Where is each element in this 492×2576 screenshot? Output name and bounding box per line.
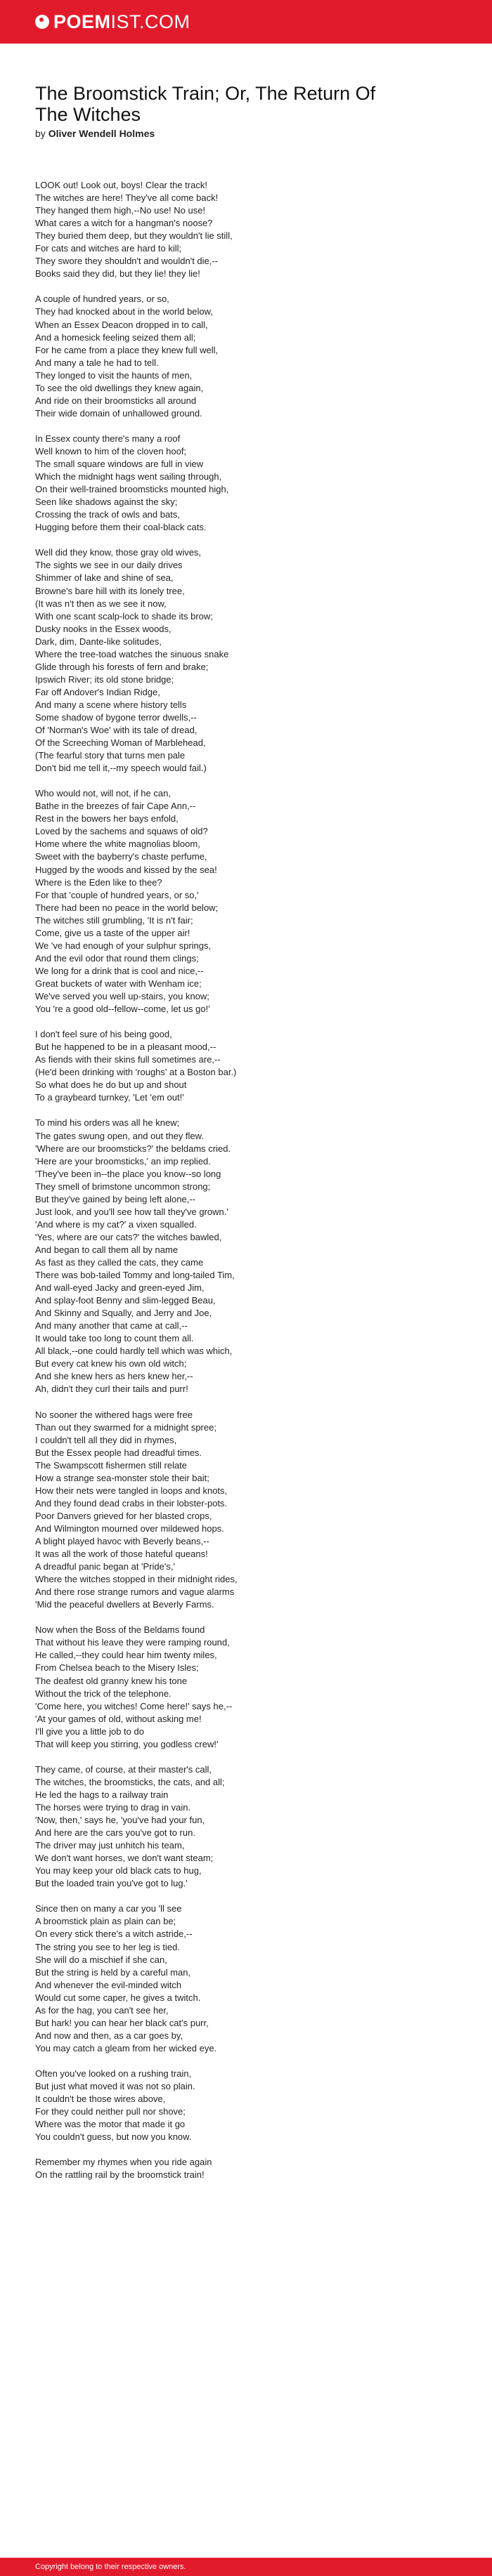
poem-line: He led the hags to a railway train bbox=[35, 1789, 169, 1800]
poem-line: All black,--one could hardly tell which was which, bbox=[35, 1346, 233, 1357]
poem-line: 'At your games of old, without asking me! bbox=[35, 1713, 202, 1724]
poem-line: But the loaded train you've got to lug.' bbox=[35, 1878, 188, 1889]
poem-line: Where the witches stopped in their midnight rides, bbox=[35, 1574, 238, 1585]
poem-line: 'Here are your broomsticks,' an imp replied. bbox=[35, 1155, 211, 1167]
top-bar bbox=[0, 0, 492, 44]
poem-line: How a strange sea-monster stole their bait; bbox=[35, 1472, 209, 1483]
poem-line: You 're a good old--fellow--come, let us go!' bbox=[35, 1004, 210, 1015]
poem-line: Crossing the track of owls and bats, bbox=[35, 509, 180, 520]
poem-line: But just what moved it was not so plain. bbox=[35, 2081, 195, 2092]
poem-line: The horses were trying to drag in vain. bbox=[35, 1802, 191, 1813]
poem-line: For he came from a place they knew full well, bbox=[35, 344, 219, 355]
poem-line: (It was n't then as we see it now, bbox=[35, 598, 167, 609]
poem-line: 'Come here, you witches! Come here!' says he,-- bbox=[35, 1700, 233, 1711]
poem-line: The witches are here! They've all come back! bbox=[35, 192, 219, 204]
poem-line: And Wilmington mourned over mildewed hops. bbox=[35, 1523, 224, 1534]
poem-line: On the rattling rail by the broomstick train! bbox=[35, 2169, 205, 2181]
poem-line: Sweet with the bayberry's chaste perfume, bbox=[35, 851, 207, 862]
poem-line: I don't feel sure of his being good, bbox=[35, 1029, 172, 1040]
poem-line: You may keep your old black cats to hug, bbox=[35, 1865, 202, 1877]
poem-line: Loved by the sachems and squaws of old? bbox=[35, 826, 208, 837]
poem-line: To a graybeard turnkey, 'Let 'em out!' bbox=[35, 1092, 184, 1103]
poem-line: Shimmer of lake and shine of sea, bbox=[35, 572, 174, 584]
poem-line: A couple of hundred years, or so, bbox=[35, 294, 169, 305]
poem-line: Of the Screeching Woman of Marblehead, bbox=[35, 737, 206, 749]
poem-line: We don't want horses, we don't want steam; bbox=[35, 1853, 214, 1864]
poem-stanza bbox=[35, 546, 457, 775]
poem-line: LOOK out! Look out, boys! Clear the track! bbox=[35, 180, 207, 190]
poem-stanza bbox=[35, 1903, 457, 2055]
poem-line: I couldn't tell all they did in rhymes, bbox=[35, 1434, 177, 1445]
poem-line: Since then on many a car you 'll see bbox=[35, 1903, 182, 1914]
poem-line: You couldn't guess, but now you know. bbox=[35, 2131, 192, 2143]
poem-line: Browne's bare hill with its lonely tree, bbox=[35, 585, 185, 596]
poem-line: Home where the white magnolias bloom, bbox=[35, 839, 200, 850]
poem-stanza bbox=[35, 179, 457, 280]
poem-line: Which the midnight hags went sailing through, bbox=[35, 471, 222, 482]
poem-line: They buried them deep, but they wouldn't lie still, bbox=[35, 230, 233, 242]
site-logo-text bbox=[53, 11, 190, 33]
poem-line: But the Essex people had dreadful times. bbox=[35, 1447, 202, 1458]
poem-stanza bbox=[35, 2156, 457, 2181]
poem-line: And many another that came at call,-- bbox=[35, 1320, 188, 1332]
poem-line: We long for a drink that is cool and nice,-- bbox=[35, 965, 204, 976]
poem-line: That will keep you stirring, you godless crew!' bbox=[35, 1738, 219, 1749]
poem-title: The Broomstick Train; Or, The Return Of The Witches bbox=[35, 83, 376, 125]
byline bbox=[35, 128, 457, 139]
author-link[interactable]: Oliver Wendell Holmes bbox=[48, 128, 155, 139]
poem-line: The gates swung open, and out they flew. bbox=[35, 1130, 204, 1141]
poem-line: For cats and witches are hard to kill; bbox=[35, 243, 182, 254]
poem-line: Seen like shadows against the sky; bbox=[35, 497, 178, 508]
poem-line: Would cut some caper, he gives a twitch. bbox=[35, 1992, 201, 2003]
poem-line: She will do a mischief if she can, bbox=[35, 1954, 167, 1965]
poem-line: To see the old dwellings they knew again, bbox=[35, 382, 204, 393]
logo-text-bold: POEM bbox=[53, 11, 111, 32]
poem-line: They swore they shouldn't and wouldn't die,-- bbox=[35, 256, 219, 267]
poem-line: Without the trick of the telephone. bbox=[35, 1688, 171, 1699]
poem-line: And she knew hers as hers knew her,-- bbox=[35, 1371, 193, 1382]
poem-line: Hugged by the woods and kissed by the sea! bbox=[35, 864, 217, 875]
poem-line: It couldn't be those wires above, bbox=[35, 2094, 166, 2105]
poem-line: And whenever the evil-minded witch bbox=[35, 1979, 182, 1990]
poem-line: Of 'Norman's Woe' with its tale of dread, bbox=[35, 725, 198, 736]
poem-line: The witches, the broomsticks, the cats, and all; bbox=[35, 1776, 225, 1787]
poem-line: So what does he do but up and shout bbox=[35, 1079, 187, 1091]
poem-line: Bathe in the breezes of fair Cape Ann,-- bbox=[35, 801, 196, 812]
poem-line: They hanged them high,--No use! No use! bbox=[35, 205, 206, 216]
poem-stanza bbox=[35, 1117, 457, 1395]
poem-line: Well did they know, those gray old wives, bbox=[35, 547, 202, 558]
poemist-logo-icon bbox=[35, 15, 49, 29]
poem-line: Their wide domain of unhallowed ground. bbox=[35, 407, 202, 419]
poem-line: And began to call them all by name bbox=[35, 1244, 179, 1255]
poem-stanza bbox=[35, 787, 457, 1016]
poem-line: And Skinny and Squally, and Jerry and Joe, bbox=[35, 1308, 212, 1319]
poem-line: A dreadful panic began at 'Pride's,' bbox=[35, 1561, 175, 1572]
poem-line: Some shadow of bygone terror dwells,-- bbox=[35, 711, 197, 723]
poem-line: Poor Danvers grieved for her blasted crops, bbox=[35, 1510, 212, 1521]
poem-line: On every stick there's a witch astride,-- bbox=[35, 1928, 193, 1940]
poem-line: 'They've been in--the place you know--so long bbox=[35, 1168, 221, 1179]
poem-line: The deafest old granny knew his tone bbox=[35, 1675, 188, 1686]
poem-line: On their well-trained broomsticks mounted high, bbox=[35, 484, 229, 495]
poem-line: Ah, didn't they curl their tails and purr! bbox=[35, 1384, 188, 1395]
poem-line: And they found dead crabs in their lobster-pots. bbox=[35, 1497, 228, 1509]
poem-line: Rest in the bowers her bays enfold, bbox=[35, 813, 179, 824]
poem-line: What cares a witch for a hangman's noose? bbox=[35, 218, 213, 229]
poem-line: No sooner the withered hags were free bbox=[35, 1409, 193, 1420]
poem-line: But the string is held by a careful man, bbox=[35, 1966, 191, 1978]
poem-line: That without his leave they were ramping round, bbox=[35, 1637, 230, 1648]
poem-line: A blight played havoc with Beverly beans,-- bbox=[35, 1536, 209, 1547]
poem-line: The sights we see in our daily drives bbox=[35, 560, 183, 571]
poem-line: It was all the work of those hateful queans! bbox=[35, 1549, 208, 1560]
poem-line: And now and then, as a car goes by, bbox=[35, 2030, 183, 2041]
poem-line: Than out they swarmed for a midnight spree; bbox=[35, 1421, 216, 1433]
footer-bar bbox=[0, 2558, 492, 2576]
poem-line: The Swampscott fishermen still relate bbox=[35, 1459, 188, 1471]
poem-line: We've served you well up-stairs, you know; bbox=[35, 991, 209, 1001]
poem-line: Ipswich River; its old stone bridge; bbox=[35, 673, 174, 685]
poem-line: 'Mid the peaceful dwellers at Beverly Farms. bbox=[35, 1599, 214, 1610]
poem-line: And a homesick feeling seized them all; bbox=[35, 331, 196, 343]
poem-line: You may catch a gleam from her wicked eye. bbox=[35, 2042, 217, 2053]
poem-line: There was bob-tailed Tommy and long-tailed Tim, bbox=[35, 1270, 235, 1281]
poem-line: 'Where are our broomsticks?' the beldams cried. bbox=[35, 1143, 231, 1154]
poem-line: (The fearful story that turns men pale bbox=[35, 750, 186, 761]
poem-body bbox=[35, 179, 457, 2181]
poem-line: It would take too long to count them all. bbox=[35, 1333, 194, 1344]
poem-line: For they could neither pull nor shove; bbox=[35, 2106, 186, 2117]
poem-stanza bbox=[35, 433, 457, 534]
poem-line: 'Yes, where are our cats?' the witches bawled, bbox=[35, 1231, 222, 1242]
poem-line: To mind his orders was all he knew; bbox=[35, 1117, 180, 1129]
poem-line: And here are the cars you've got to run. bbox=[35, 1827, 195, 1839]
poem-stanza bbox=[35, 2068, 457, 2143]
poem-line: Don't bid me tell it,--my speech would fail.) bbox=[35, 763, 207, 774]
poem-line: The driver may just unhitch his team, bbox=[35, 1840, 185, 1851]
poem-line: They had knocked about in the world below, bbox=[35, 306, 213, 317]
poem-line: Where is the Eden like to thee? bbox=[35, 876, 162, 888]
poem-line: (He'd been drinking with 'roughs' at a Boston bar.) bbox=[35, 1067, 237, 1078]
poem-stanza bbox=[35, 1409, 457, 1612]
logo-text-light: IST.COM bbox=[110, 11, 190, 32]
site-logo-link[interactable] bbox=[35, 11, 190, 33]
poem-line: But hark! you can hear her black cat's purr, bbox=[35, 2017, 209, 2028]
poem-line: He called,--they could hear him twenty miles, bbox=[35, 1650, 217, 1661]
poem-line: With one scant scalp-lock to shade its brow; bbox=[35, 610, 213, 622]
main-content bbox=[0, 44, 492, 2181]
poem-line: But every cat knew his own old witch; bbox=[35, 1358, 187, 1369]
byline-prefix: by bbox=[35, 128, 46, 139]
poem-line: They longed to visit the haunts of men, bbox=[35, 369, 193, 381]
poem-line: And many a tale he had to tell. bbox=[35, 357, 159, 368]
poem-line: Often you've looked on a rushing train, bbox=[35, 2068, 192, 2079]
poem-line: And wall-eyed Jacky and green-eyed Jim, bbox=[35, 1282, 205, 1294]
poem-line: Books said they did, but they lie! they lie! bbox=[35, 268, 200, 280]
poem-line: The witches still grumbling, 'It is n't fair; bbox=[35, 914, 193, 926]
poem-stanza bbox=[35, 293, 457, 419]
poem-line: 'Now, then,' says he, 'you've had your fun, bbox=[35, 1815, 205, 1826]
poem-line: Where the tree-toad watches the sinuous snake bbox=[35, 648, 229, 659]
poem-line: The small square windows are full in view bbox=[35, 459, 204, 470]
poem-line: And the evil odor that round them clings; bbox=[35, 952, 199, 964]
poem-stanza bbox=[35, 1028, 457, 1104]
poem-line: As fast as they called the cats, they came bbox=[35, 1256, 204, 1268]
poem-line: How their nets were tangled in loops and knots, bbox=[35, 1485, 228, 1496]
poem-line: But he happened to be in a pleasant mood,-- bbox=[35, 1041, 216, 1053]
poem-line: And splay-foot Benny and slim-legged Beau, bbox=[35, 1295, 216, 1306]
poem-line: The string you see to her leg is tied. bbox=[35, 1941, 180, 1952]
poem-stanza bbox=[35, 1624, 457, 1750]
poem-line: As for the hag, you can't see her, bbox=[35, 2004, 169, 2016]
poem-line: 'And where is my cat?' a vixen squalled. bbox=[35, 1218, 197, 1230]
poem-line: Just look, and you'll see how tall they've grown.' bbox=[35, 1206, 228, 1217]
poem-line: We 've had enough of your sulphur springs, bbox=[35, 940, 212, 951]
poem-line: A broomstick plain as plain can be; bbox=[35, 1916, 176, 1927]
poem-stanza bbox=[35, 1763, 457, 1890]
copyright-text: Copyright belong to their respective owners. bbox=[35, 2563, 186, 2571]
poem-line: In Essex county there's many a roof bbox=[35, 433, 181, 444]
poem-line: Dusky nooks in the Essex woods, bbox=[35, 623, 171, 634]
poem-line: Now when the Boss of the Beldams found bbox=[35, 1624, 205, 1636]
poem-line: From Chelsea beach to the Misery Isles; bbox=[35, 1662, 199, 1674]
poem-line: And there rose strange rumors and vague alarms bbox=[35, 1586, 235, 1598]
poem-line: But they've gained by being left alone,-- bbox=[35, 1193, 195, 1204]
poem-line: Glide through his forests of fern and brake; bbox=[35, 661, 209, 672]
poem-line: Who would not, will not, if he can, bbox=[35, 788, 171, 799]
poem-line: And ride on their broomsticks all around bbox=[35, 395, 197, 406]
poem-line: For that 'couple of hundred years, or so,' bbox=[35, 889, 199, 900]
poem-line: I'll give you a little job to do bbox=[35, 1726, 144, 1737]
poem-line: Where was the motor that made it go bbox=[35, 2119, 186, 2130]
poem-line: When an Essex Deacon dropped in to call, bbox=[35, 319, 208, 330]
poem-line: Great buckets of water with Wenham ice; bbox=[35, 978, 202, 989]
poem-line: Remember my rhymes when you ride again bbox=[35, 2157, 212, 2168]
poem-line: And many a scene where history tells bbox=[35, 699, 187, 710]
poem-line: Far off Andover's Indian Ridge, bbox=[35, 686, 160, 697]
poem-line: Come, give us a taste of the upper air! bbox=[35, 927, 190, 938]
poem-line: As fiends with their skins full sometimes are,-- bbox=[35, 1054, 221, 1065]
poem-line: Hugging before them their coal-black cats. bbox=[35, 522, 207, 533]
poem-line: Well known to him of the cloven hoof; bbox=[35, 445, 187, 456]
poem-line: Dark, dim, Dante-like solitudes, bbox=[35, 636, 162, 647]
poem-line: There had been no peace in the world below; bbox=[35, 902, 219, 913]
poem-line: They smell of brimstone uncommon strong; bbox=[35, 1181, 211, 1192]
poem-line: They came, of course, at their master's call, bbox=[35, 1763, 212, 1775]
